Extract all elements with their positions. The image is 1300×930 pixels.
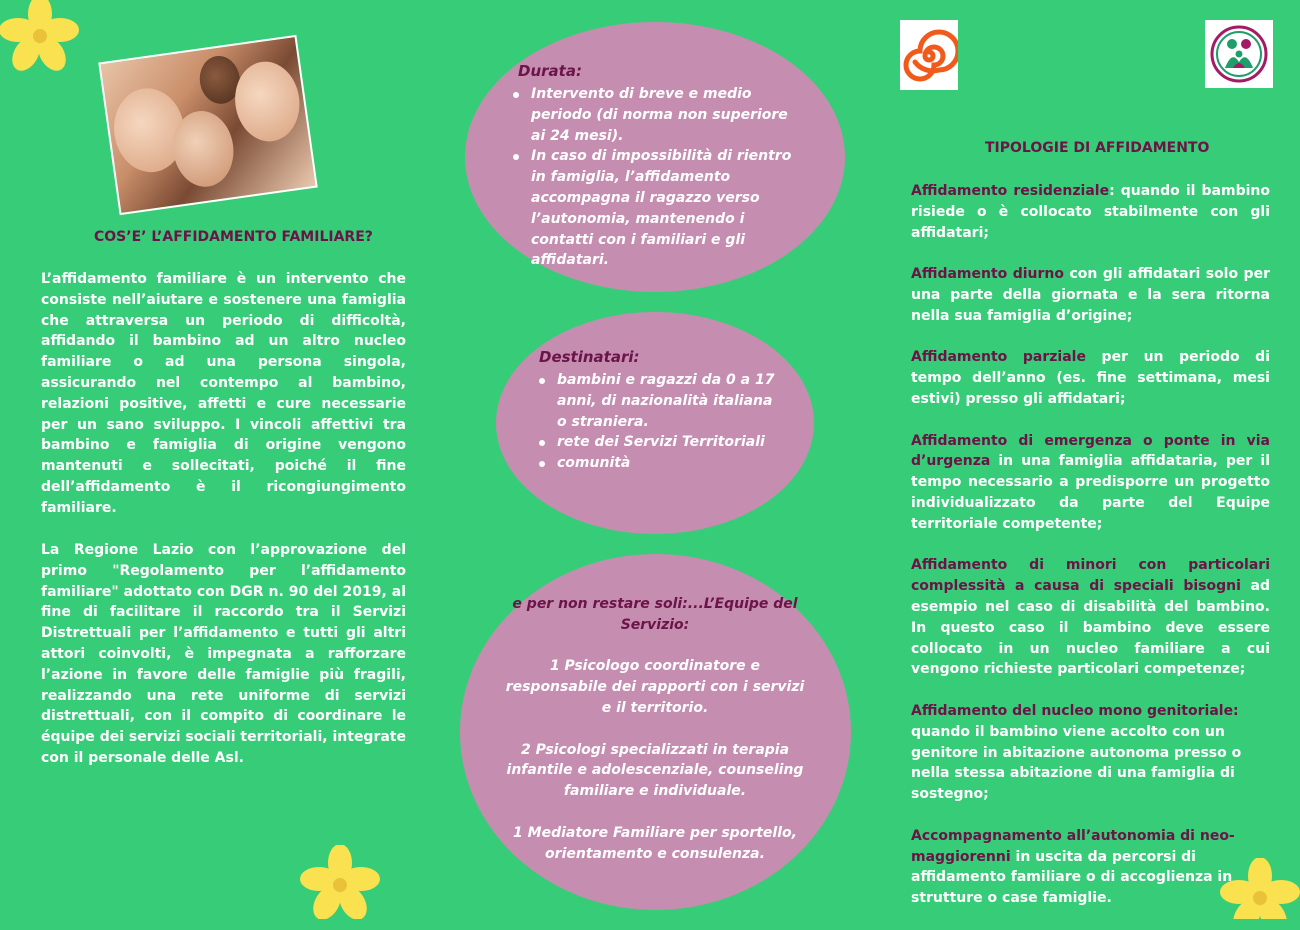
durata-item: In caso di impossibilità di rientro in famiglia, l’affidamento accompagna il ragazzo verso l’autonomia, mantenendo i contatti con i familiari e gli affidatari. [513,146,803,271]
type-minori: Affidamento di minori con particolari complessità a causa di speciali bisogni ad esempio nel caso di disabilità del bambino. In questo caso il bambino deve essere collocato in un nucleo familiare a cui vengono richieste particolari competenze; [911,557,1271,678]
type-name: Affidamento diurno [911,266,1065,283]
destinatari-item: rete dei Servizi Territoriali [539,432,779,453]
equipe-title: e per non restare soli:...L’Equipe del Servizio: [512,596,798,633]
children-photo [98,35,317,215]
equipe-line: 2 Psicologi specializzati in terapia infantile e adolescenziale, counseling familiare e individuale. [506,741,804,800]
left-paragraph-2: La Regione Lazio con l’approvazione del primo "Regolamento per l’affidamento familiare" adottato con DGR n. 90 del 2019, al fine di facilitare il raccordo tra il Servizi Distrettuali per l’affidamento e tutti gli altri attori coinvolti, è impegnata a rafforzare l’azione in favore delle famiglie più fragili, realizzando una rete uniforme di servizi distrettuali, con il compito di coordinare le équipe dei servizi sociali territoriali, integrate con il personale delle Asl. [41,542,406,766]
durata-label: Durata: [518,62,582,80]
flower-bottom-center-icon [298,845,384,919]
destinatari-item: comunità [539,453,779,474]
spiral-logo [900,20,958,90]
type-residenziale: Affidamento residenziale: quando il bambino risiede o è collocato stabilmente con gli affidatari; [911,183,1270,241]
type-mono-genitoriale: Affidamento del nucleo mono genitoriale: quando il bambino viene accolto con un genitore in abitazione autonoma presso o nella stessa abitazione di una famiglia di sostegno; [911,702,1242,803]
destinatari-label: Destinatari: [539,348,640,366]
equipe-text [500,594,810,864]
equipe-line: 1 Psicologo coordinatore e responsabile dei rapporti con i servizi e il territorio. [505,658,805,716]
destinatari-list [539,370,779,474]
type-diurno: Affidamento diurno con gli affidatari solo per una parte della giornata e la sera ritorna nella sua famiglia d’origine; [911,266,1270,324]
type-name: Affidamento parziale [911,349,1086,366]
type-name: Affidamento di emergenza o ponte in via d’urgenza [911,432,1270,470]
right-heading: TIPOLOGIE DI AFFIDAMENTO [985,140,1210,156]
type-name: Affidamento del nucleo mono genitoriale: [911,702,1239,719]
durata-item: Intervento di breve e medio periodo (di norma non superiore ai 24 mesi). [513,84,803,146]
flower-top-left-icon [0,0,84,74]
type-parziale: Affidamento parziale per un periodo di tempo dell’anno (es. fine settimana, mesi estivi) presso gli affidatari; [911,349,1271,407]
type-autonomia: Accompagnamento all’autonomia di neo-maggiorenni in uscita da percorsi di affidamento familiare o di accoglienza in strutture o case famiglie. [911,827,1235,907]
spiral-icon [900,20,958,90]
type-name: Affidamento di minori con particolari complessità a causa di speciali bisogni [911,557,1270,595]
left-heading: COS’E’ L’AFFIDAMENTO FAMILIARE? [94,229,373,245]
type-name: Affidamento residenziale [911,183,1110,199]
type-emergenza: Affidamento di emergenza o ponte in via d’urgenza in una famiglia affidataria, per il tempo necessario a predisporre un progetto individualizzato da parte del Equipe territoriale competente; [911,432,1270,532]
family-logo [1205,20,1273,88]
destinatari-item: bambini e ragazzi da 0 a 17 anni, di nazionalità italiana o straniera. [539,370,779,432]
left-paragraph-1: L’affidamento familiare è un intervento che consiste nell’aiutare e sostenere una famiglia che attraversa un periodo di difficoltà, affidando il bambino ad un altro nucleo familiare o ad una persona singola, assicurando nel contempo al bambino, relazioni positive, affetti e cure necessarie per un sano sviluppo. I vincoli affettivi tra bambino e famiglia di origine vengono mantenuti e sollecitati, poiché il fine dell’affidamento è il ricongiungimento familiare. [41,271,406,516]
affidamento-types [911,181,1270,930]
equipe-line: 1 Mediatore Familiare per sportello, orientamento e consulenza. [513,824,797,862]
type-name: Accompagnamento all’autonomia di neo-maggiorenni [911,827,1235,865]
family-icon [1205,20,1273,88]
durata-list [513,84,803,271]
